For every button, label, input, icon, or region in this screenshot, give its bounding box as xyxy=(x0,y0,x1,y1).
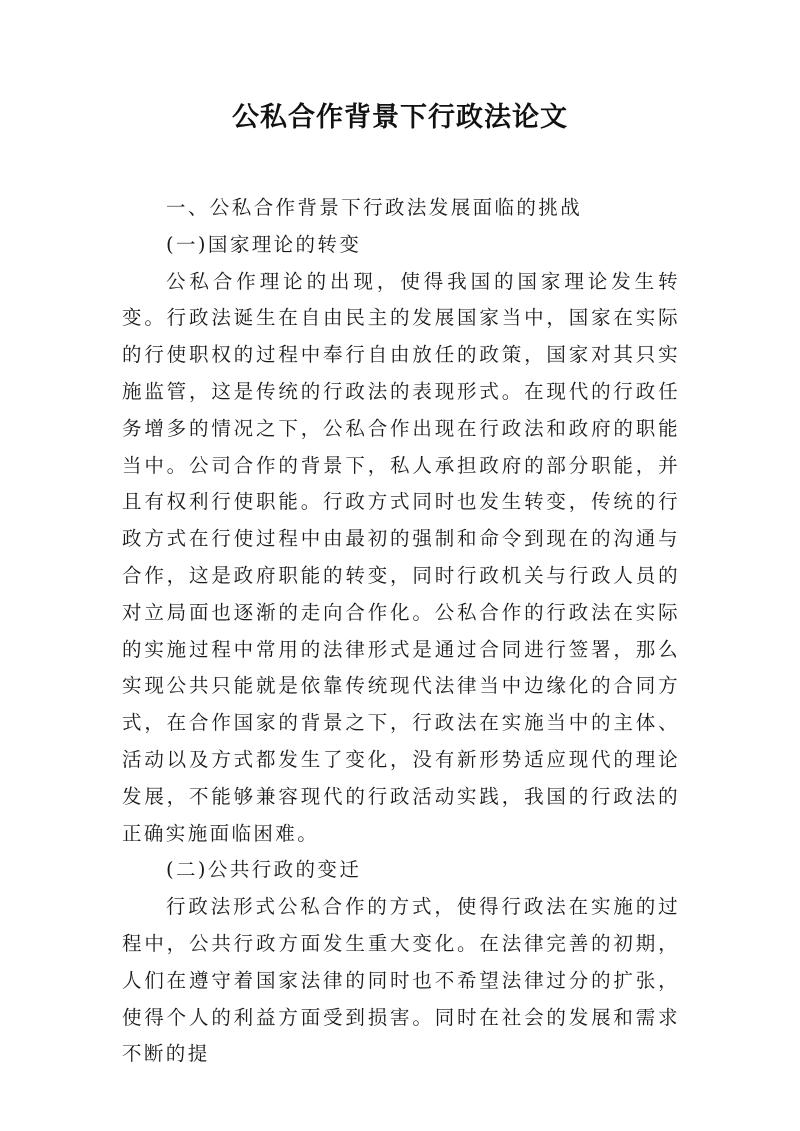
paragraph-2: 行政法形式公私合作的方式，使得行政法在实施的过程中，公共行政方面发生重大变化。在法律完善的初期，人们在遵守着国家法律的同时也不希望法律过分的扩张，使得个人的利益方面受到损害。同时在社会的发展和需求不断的提 xyxy=(122,895,680,1066)
document-title: 公私合作背景下行政法论文 xyxy=(232,102,568,133)
section-heading: 一、公私合作背景下行政法发展面临的挑战 xyxy=(166,196,583,219)
subsection-heading-1: (一)国家理论的转变 xyxy=(166,232,362,256)
subsection-heading-2: (二)公共行政的变迁 xyxy=(166,858,362,882)
paragraph-1: 公私合作理论的出现，使得我国的国家理论发生转变。行政法诞生在自由民主的发展国家当中，国家在实际的行使职权的过程中奉行自由放任的政策，国家对其只实施监管，这是传统的行政法的表现形式。在现代的行政任务增多的情况之下，公私合作出现在行政法和政府的职能当中。公司合作的背景下，私人承担政府的部分职能，并且有权利行使职能。行政方式同时也发生转变，传统的行政方式在行使过程中由最初的强制和命令到现在的沟通与合作，这是政府职能的转变，同时行政机关与行政人员的对立局面也逐渐的走向合作化。公私合作的行政法在实际的实施过程中常用的法律形式是通过合同进行签署，那么实现公共只能就是依靠传统现代法律当中边缘化的合同方式，在合作国家的背景之下，行政法在实施当中的主体、活动以及方式都发生了变化，没有新形势适应现代的理论发展，不能够兼容现代的行政活动实践，我国的行政法的正确实施面临困难。 xyxy=(122,269,680,845)
document-body xyxy=(122,190,680,1073)
